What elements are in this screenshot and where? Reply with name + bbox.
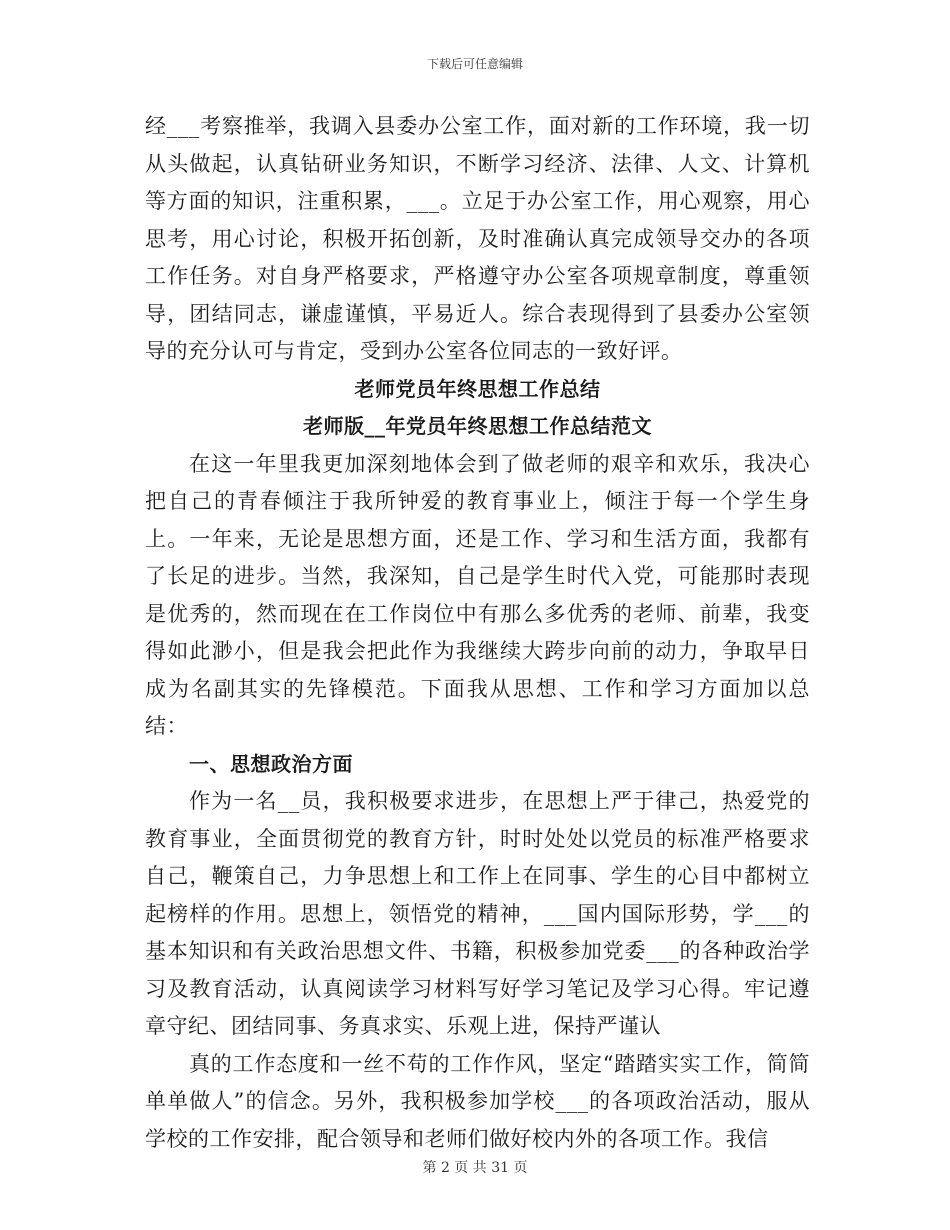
- paragraph-intro: 经___考察推举，我调入县委办公室工作，面对新的工作环境，我一切从头做起，认真钻研业务知识，不断学习经济、法律、人文、计算机等方面的知识，注重积累，___。立足于办公室工作，用心观察，用心思考，用心讨论，积极开拓创新，及时准确认真完成领导交办的各项工作任务。对自身严格要求，严格遵守办公室各项规章制度，尊重领导，团结同志，谦虚谨慎，平易近人。综合表现得到了县委办公室领导的充分认可与肯定，受到办公室各位同志的一致好评。: [145, 114, 810, 363]
- section-heading: 一、思想政治方面: [189, 751, 353, 776]
- document-title: 老师版__年党员年终思想工作总结范文: [303, 414, 652, 438]
- document-body: [145, 108, 810, 1158]
- page-footer: 第 2 页 共 31 页: [422, 1160, 528, 1176]
- paragraph-political: 作为一名__员，我积极要求进步，在思想上严于律己，热爱党的教育事业，全面贯彻党的教育方针，时时处处以党员的标准严格要求自己，鞭策自己，力争思想上和工作上在同事、学生的心目中都树立起榜样的作用。思想上，领悟党的精神，___国内国际形势，学___的基本知识和有关政治思想文件、书籍，积极参加党委___的各种政治学习及教育活动，认真阅读学习材料写好学习笔记及学习心得。牢记遵章守纪、团结同事、务真求实、乐观上进，保持严谨认: [145, 789, 810, 1038]
- section-title: 老师党员年终思想工作总结: [354, 376, 601, 401]
- paragraph-attitude: 真的工作态度和一丝不苟的工作作风，坚定“踏踏实实工作，简简单单做人”的信念。另外，我积极参加学校___的各项政治活动，服从学校的工作安排，配合领导和老师们做好校内外的各项工作。我信: [145, 1051, 810, 1151]
- paragraph-overview: 在这一年里我更加深刻地体会到了做老师的艰辛和欢乐，我决心把自己的青春倾注于我所钟爱的教育事业上，倾注于每一个学生身上。一年来，无论是思想方面，还是工作、学习和生活方面，我都有了长足的进步。当然，我深知，自己是学生时代入党，可能那时表现是优秀的，然而现在在工作岗位中有那么多优秀的老师、前辈，我变得如此渺小，但是我会把此作为我继续大跨步向前的动力，争取早日成为名副其实的先锋模范。下面我从思想、工作和学习方面加以总结：: [145, 451, 810, 738]
- page-header: 下载后可任意编辑: [426, 57, 523, 71]
